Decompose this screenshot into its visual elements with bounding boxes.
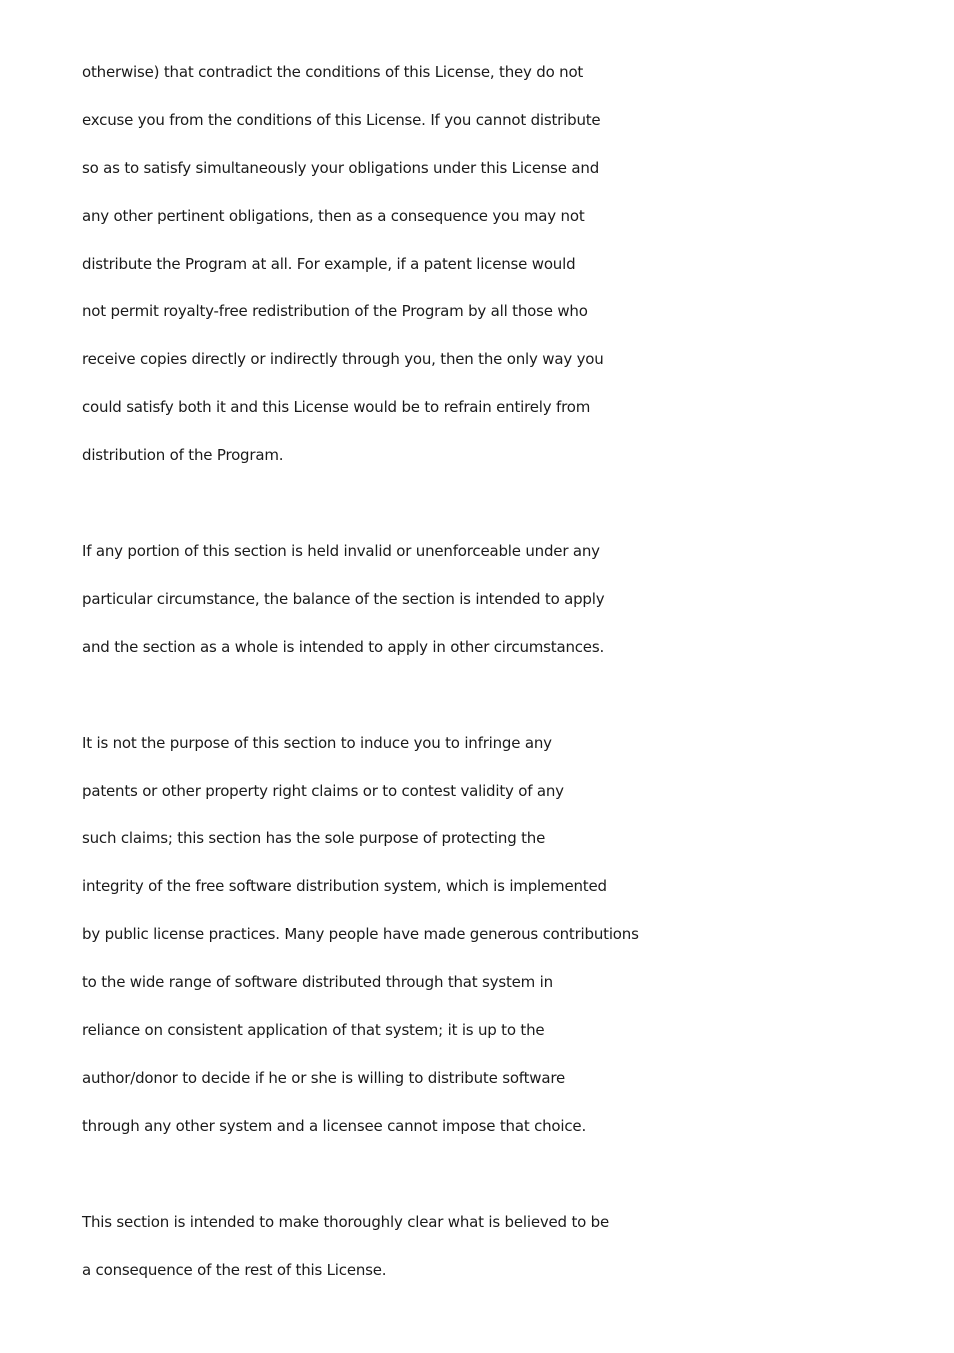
paragraph-2 xyxy=(82,539,902,683)
text-line: so as to satisfy simultaneously your obligations under this License and xyxy=(82,158,600,177)
text-line: patents or other property right claims or to contest validity of any xyxy=(82,781,564,800)
text-line: particular circumstance, the balance of the section is intended to apply xyxy=(82,589,605,608)
text-line: distribution of the Program. xyxy=(82,446,284,465)
text-line: through any other system and a licensee cannot impose that choice. xyxy=(82,1116,587,1135)
text-line: not permit royalty-free redistribution of the Program by all those who xyxy=(82,302,588,321)
text-line: It is not the purpose of this section to induce you to infringe any xyxy=(82,733,552,752)
text-line: If any portion of this section is held invalid or unenforceable under any xyxy=(82,542,600,561)
text-line: such claims; this section has the sole purpose of protecting the xyxy=(82,829,546,848)
text-line: otherwise) that contradict the conditions of this License, they do not xyxy=(82,63,584,81)
text-line: excuse you from the conditions of this License. If you cannot distribute xyxy=(82,110,601,129)
text-line: could satisfy both it and this License would be to refrain entirely from xyxy=(82,398,591,417)
text-line: author/donor to decide if he or she is willing to distribute software xyxy=(82,1068,566,1087)
text-line: integrity of the free software distribution system, which is implemented xyxy=(82,877,607,896)
text-line: to the wide range of software distributed through that system in xyxy=(82,973,553,992)
text-line: distribute the Program at all. For example, if a patent license would xyxy=(82,254,576,273)
document-body xyxy=(82,60,902,1353)
text-line: any other pertinent obligations, then as a consequence you may not xyxy=(82,206,585,225)
paragraph-3 xyxy=(82,731,902,1162)
text-line: reliance on consistent application of that system; it is up to the xyxy=(82,1021,545,1040)
text-line: by public license practices. Many people have made generous contributions xyxy=(82,925,639,944)
paragraph-1 xyxy=(82,60,902,491)
paragraph-4 xyxy=(82,1210,902,1306)
text-line: receive copies directly or indirectly through you, then the only way you xyxy=(82,350,604,369)
text-line: This section is intended to make thoroughly clear what is believed to be xyxy=(82,1212,610,1231)
text-line: and the section as a whole is intended to apply in other circumstances. xyxy=(82,637,605,656)
text-line: a consequence of the rest of this License. xyxy=(82,1260,387,1279)
